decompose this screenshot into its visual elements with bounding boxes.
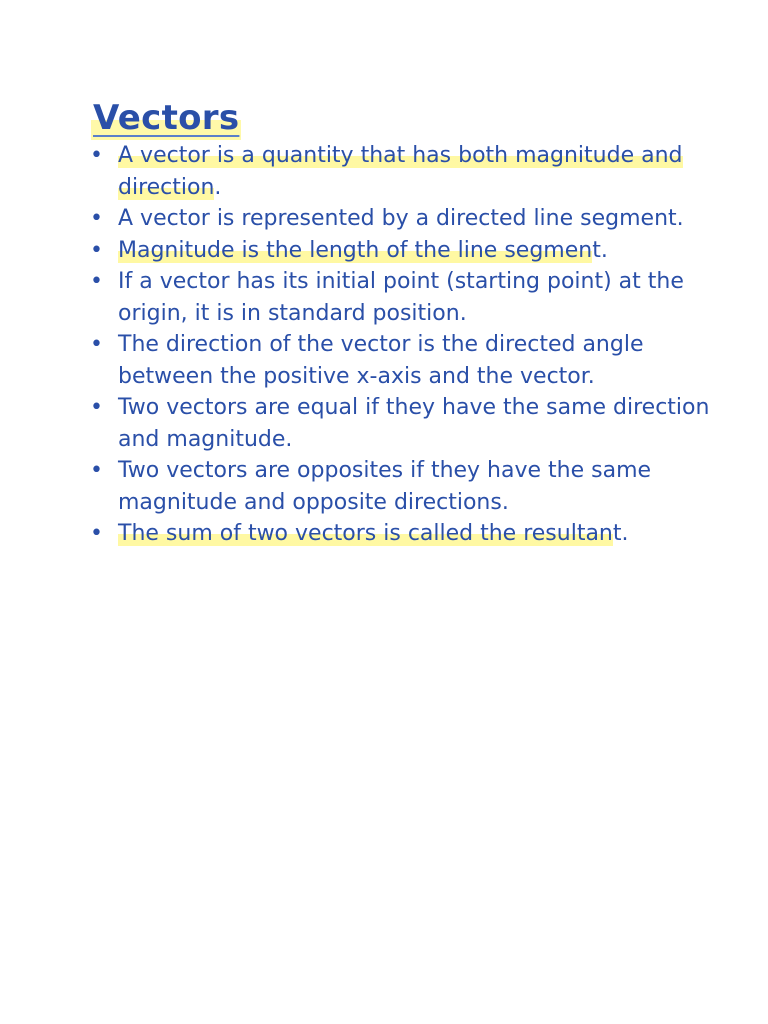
bullet-dot: •	[90, 143, 103, 168]
list-item	[90, 266, 730, 329]
list-item	[90, 203, 730, 235]
bullet-dot: •	[90, 237, 103, 263]
highlighted-text: The sum of two vectors is called the resultan	[118, 521, 613, 546]
list-item	[90, 235, 730, 267]
item-text: t.	[592, 237, 608, 263]
bullet-dot: •	[90, 395, 103, 420]
highlighted-text: Magnitude is the length of the line segmen	[118, 237, 593, 263]
list-item	[90, 455, 730, 518]
item-text: If a vector has its initial point (starting point) at the origin, it is in standard position.	[118, 269, 684, 326]
page-title: Vectors	[93, 98, 240, 138]
highlighted-text: A vector is a quantity that has both magnitude and direction	[118, 143, 683, 200]
bullet-dot: •	[90, 458, 103, 483]
item-text: t.	[612, 521, 629, 546]
bullet-dot: •	[90, 332, 103, 357]
bullet-list	[90, 140, 730, 550]
list-item	[90, 518, 730, 550]
item-text: The direction of the vector is the directed angle between the positive x-axis and the vector.	[118, 332, 644, 389]
item-text: Two vectors are opposites if they have the same magnitude and opposite directions.	[118, 458, 652, 515]
item-text: A vector is represented by a directed line segment.	[118, 206, 684, 231]
list-item	[90, 140, 730, 203]
list-item	[90, 392, 730, 455]
item-text: Two vectors are equal if they have the same direction and magnitude.	[118, 395, 710, 452]
item-text: .	[214, 174, 222, 200]
list-item	[90, 329, 730, 392]
bullet-dot: •	[90, 269, 103, 294]
bullet-dot: •	[90, 521, 103, 546]
bullet-dot: •	[90, 206, 103, 231]
